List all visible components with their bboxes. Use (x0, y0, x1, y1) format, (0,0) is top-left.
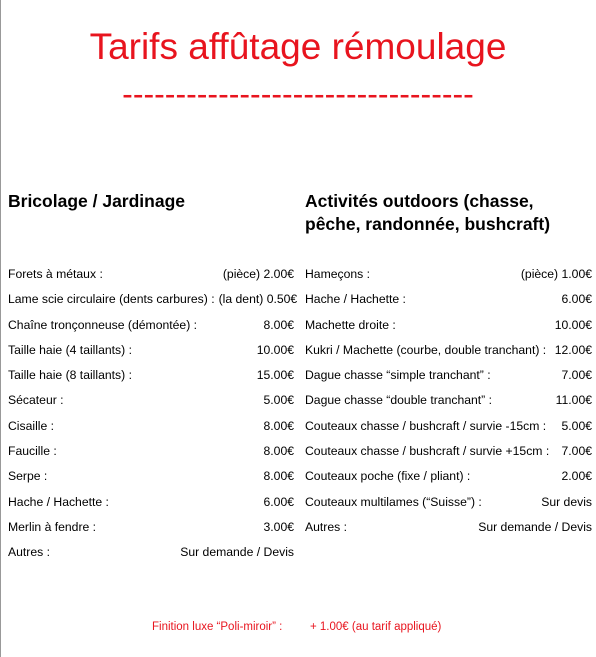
price-row (8, 444, 294, 469)
item-price: (pièce) 1.00€ (520, 267, 592, 281)
item-price: 2.00€ (561, 469, 592, 484)
item-label: Chaîne tronçonneuse (démontée) : (8, 317, 198, 332)
item-label: Hache / Hachette : (8, 494, 109, 509)
item-price: 12.00€ (554, 342, 592, 357)
item-price: 7.00€ (561, 368, 592, 383)
item-price: Sur devis (541, 494, 592, 509)
item-price: 6.00€ (561, 292, 592, 307)
price-row (8, 419, 294, 444)
item-price: 10.00€ (554, 317, 592, 332)
price-row (305, 393, 592, 418)
item-price: 8.00€ (263, 444, 294, 459)
item-label: Lame scie circulaire (dents carbures) : (8, 292, 215, 307)
item-price: 5.00€ (263, 393, 294, 408)
item-label: Hache / Hachette : (305, 292, 406, 307)
price-row (305, 520, 592, 545)
item-label: Dague chasse “double tranchant” : (305, 393, 492, 408)
price-row (8, 368, 294, 393)
item-price: 5.00€ (561, 418, 592, 433)
item-price: 8.00€ (263, 469, 294, 484)
price-row (305, 495, 592, 520)
right-heading-line2: pêche, randonnée, bushcraft) (305, 214, 551, 234)
item-label: Autres : (8, 545, 50, 560)
page-title: Tarifs affûtage rémoulage (89, 26, 507, 67)
right-price-list (305, 267, 592, 545)
item-label: Kukri / Machette (courbe, double tranchant) : (305, 342, 547, 357)
item-label: Couteaux chasse / bushcraft / survie +15cm : (305, 444, 550, 459)
item-price: 3.00€ (263, 519, 294, 534)
item-label: Hameçons : (305, 267, 371, 281)
item-label: Sécateur : (8, 393, 64, 408)
item-price: 6.00€ (263, 494, 294, 509)
left-price-list (8, 267, 298, 571)
item-label: Autres : (305, 519, 347, 534)
item-price: (pièce) 2.00€ (222, 267, 294, 281)
price-row (305, 419, 592, 444)
price-row (8, 343, 294, 368)
price-row (8, 520, 294, 545)
item-price: 7.00€ (561, 444, 592, 459)
item-price: Sur demande / Devis (478, 519, 592, 534)
finish-option-note (152, 621, 441, 633)
finish-option-value: + 1.00€ (au tarif appliqué) (310, 621, 442, 633)
item-label: Faucille : (8, 444, 57, 459)
item-price: 11.00€ (555, 393, 592, 408)
left-heading: Bricolage / Jardinage (8, 191, 186, 211)
item-price: (la dent) 0.50€ (218, 292, 298, 307)
price-row (8, 495, 294, 520)
price-row (8, 393, 294, 418)
right-column-header (305, 190, 592, 236)
price-row (305, 343, 592, 368)
price-row (305, 267, 592, 292)
item-label: Taille haie (4 taillants) : (8, 342, 132, 357)
item-label: Machette droite : (305, 317, 396, 332)
left-column-header (8, 190, 294, 213)
price-row (305, 469, 592, 494)
item-label: Dague chasse “simple tranchant” : (305, 368, 491, 383)
price-row (8, 292, 298, 317)
price-row (305, 292, 592, 317)
item-label: Serpe : (8, 469, 48, 484)
right-heading-line1: Activités outdoors (chasse, (305, 191, 534, 211)
title-divider: --------------------------------- (122, 76, 474, 112)
price-row (305, 318, 592, 343)
item-price: 15.00€ (256, 368, 294, 383)
item-price: 8.00€ (263, 317, 294, 332)
item-label: Forets à métaux : (8, 267, 103, 281)
item-label: Taille haie (8 taillants) : (8, 368, 132, 383)
price-row (305, 368, 592, 393)
price-row (8, 267, 294, 292)
price-row (8, 318, 294, 343)
item-label: Couteaux chasse / bushcraft / survie -15cm : (305, 418, 547, 433)
item-price: 8.00€ (263, 418, 294, 433)
price-row (305, 444, 592, 469)
item-label: Couteaux poche (fixe / pliant) : (305, 469, 471, 484)
item-price: 10.00€ (256, 342, 294, 357)
price-row (8, 545, 294, 570)
item-label: Merlin à fendre : (8, 519, 97, 534)
finish-option-label: Finition luxe “Poli-miroir” : (152, 621, 283, 633)
item-label: Couteaux multilames (“Suisse”) : (305, 494, 482, 509)
item-price: Sur demande / Devis (180, 545, 294, 560)
item-label: Cisaille : (8, 418, 55, 433)
price-row (8, 469, 294, 494)
